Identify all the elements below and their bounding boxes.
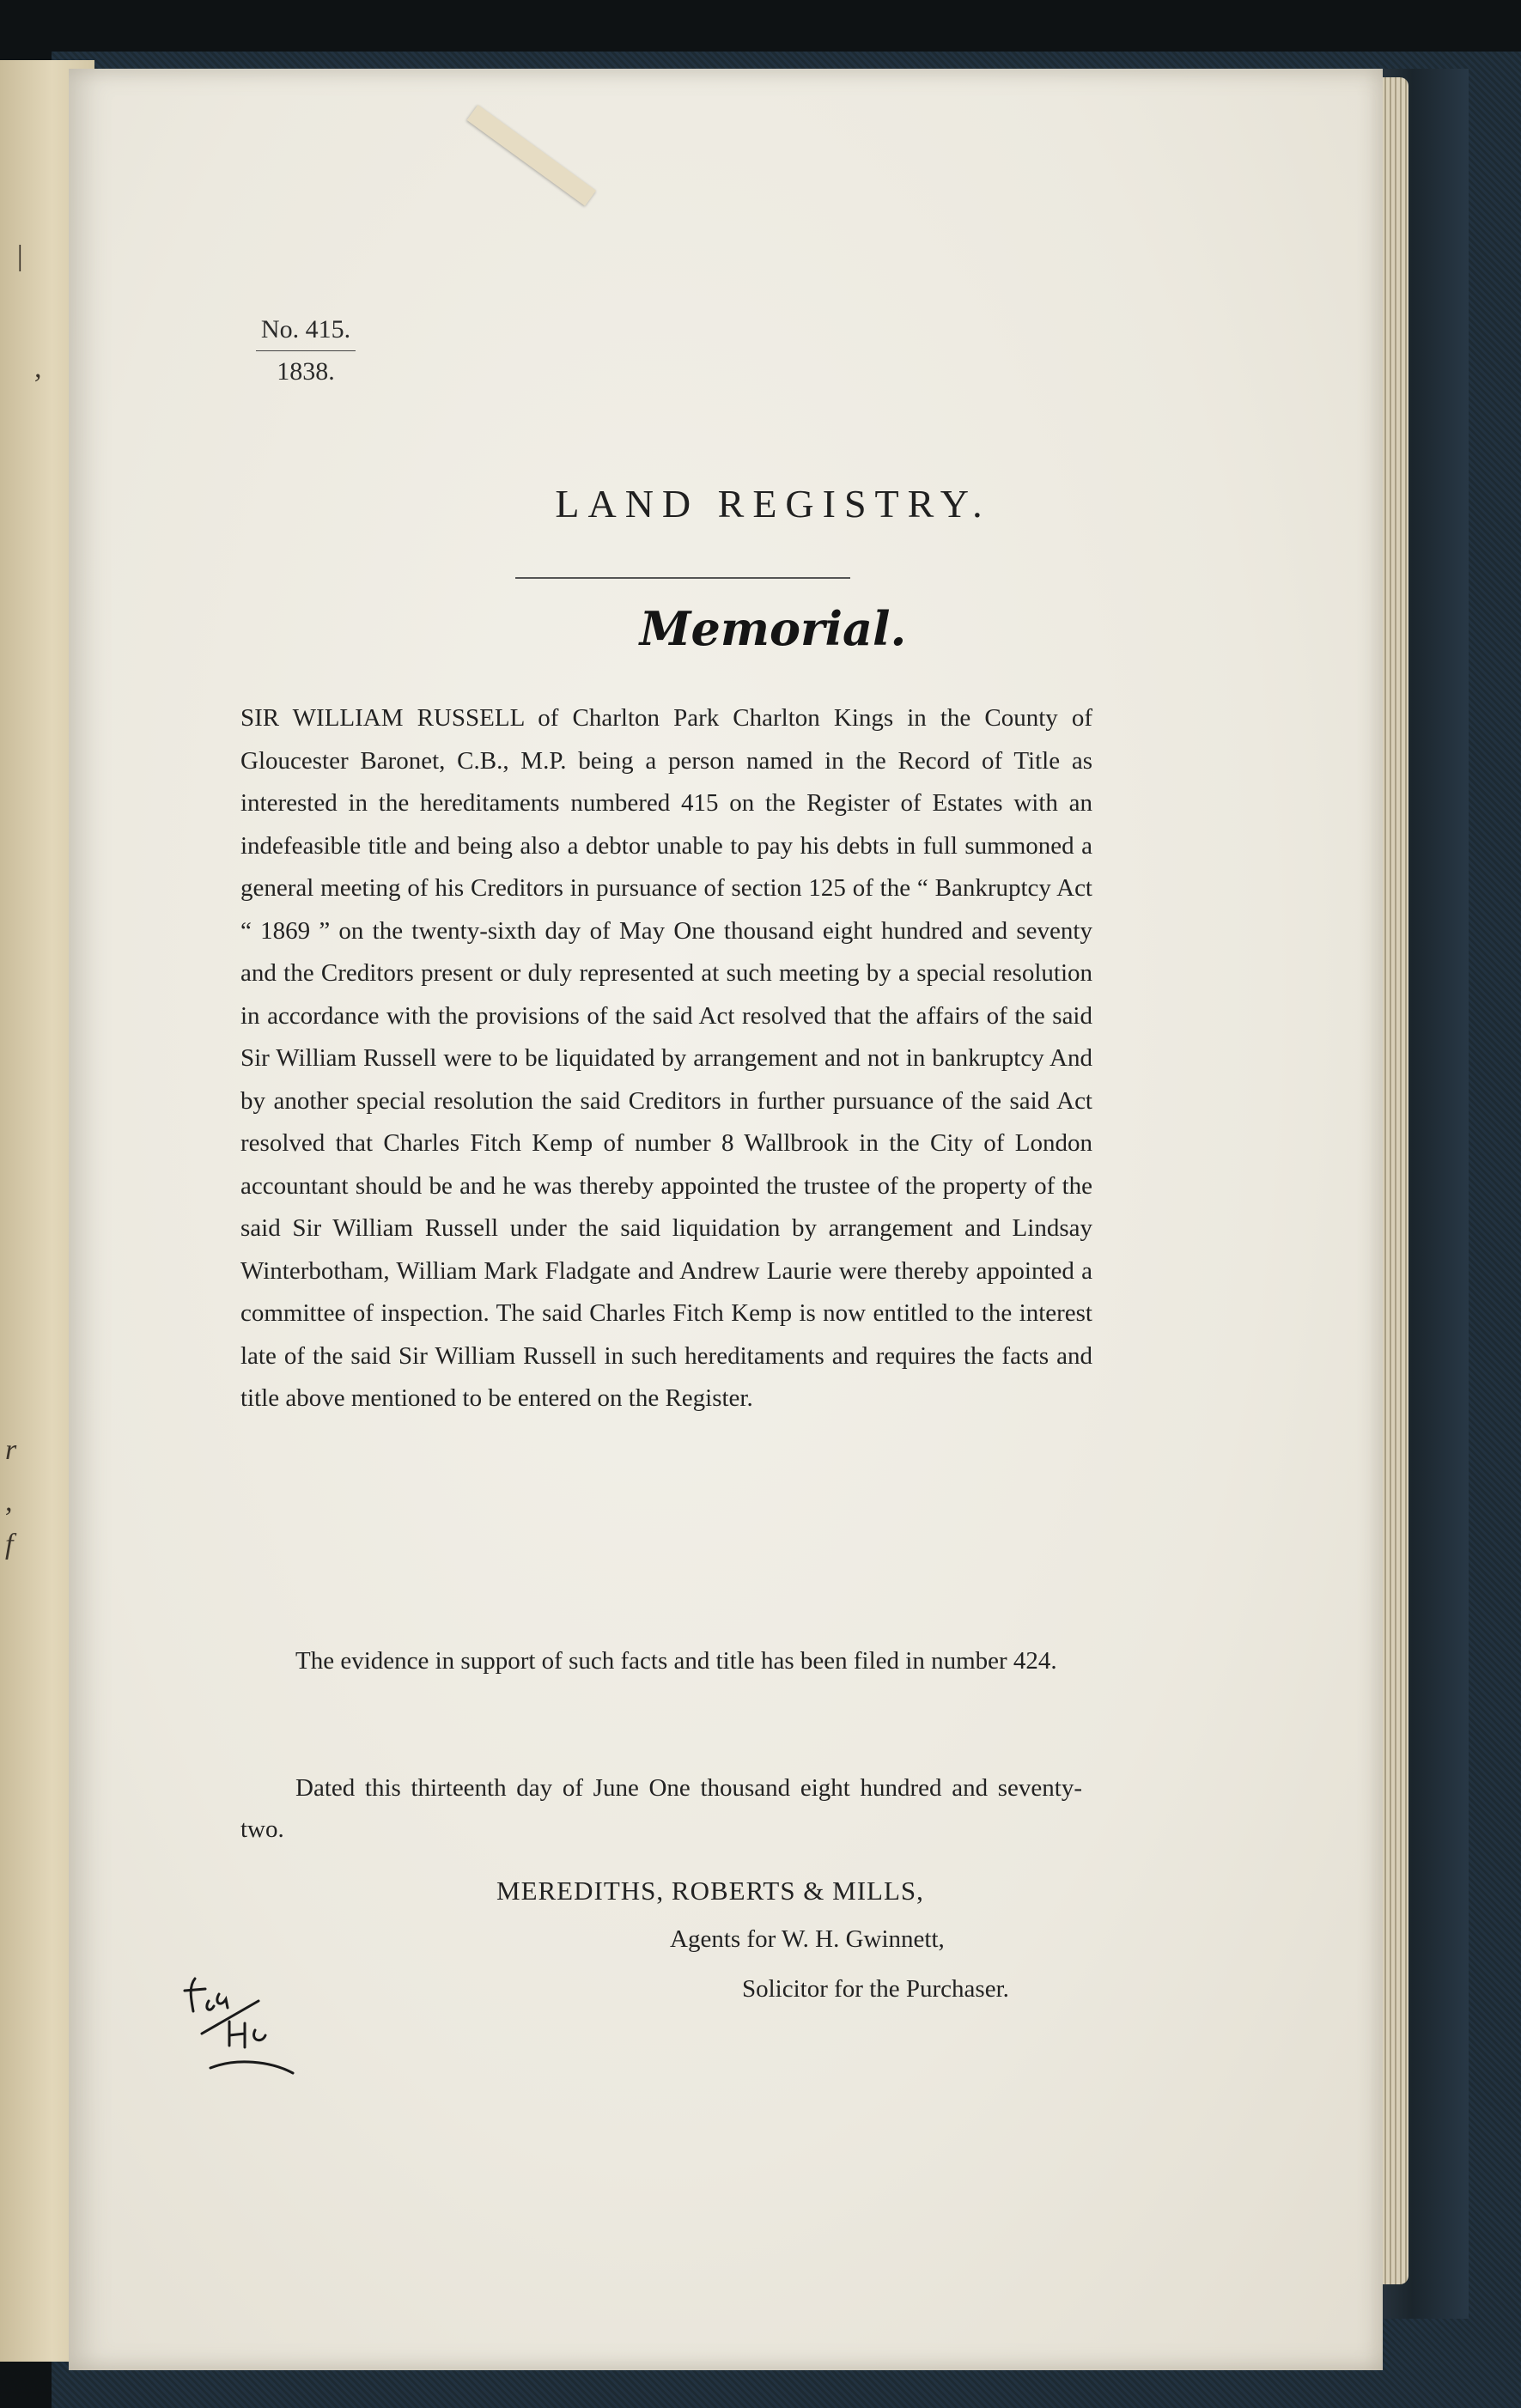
memorial-body: SIR WILLIAM RUSSELL of Charlton Park Charlton Kings in the County of Gloucester Baronet, C.B., M.P. being a person named in the Record of Title as interested in the hereditaments numbered 415 on the Register of Estates with an indefeasible title and being also a debtor unable to pay his debts in full summoned a general meeting of his Creditors in pursuance of section 125 of the “ Bankruptcy Act “ 1869 ” on the twenty-sixth day of May One thousand eight hundred and seventy and the Creditors present or duly represented at such meeting by a special resolution in accordance with the provisions of the said Act resolved that the affairs of the said Sir William Russell were to be liquidated by arrangement and not in bankruptcy And by another special resolution the said Creditors in further pursuance of the said Act resolved that Charles Fitch Kemp of number 8 Wallbrook in the City of London accountant should be and he was thereby appointed the trustee of the property of the said Sir William Russell under the said liquidation by arrangement and Lindsay Winterbotham, William Mark Fladgate and Andrew Laurie were thereby appointed a committee of inspection. The said Charles Fitch Kemp is now entitled to the interest late of the said Sir William Russell in such hereditaments and requires the facts and title above mentioned to be entered on the Register.	[240, 704, 1092, 1412]
reference-year: 1838.	[277, 357, 335, 386]
signature-firm: MEREDITHS, ROBERTS & MILLS,	[496, 1876, 924, 1906]
title-divider	[515, 577, 850, 579]
memorial-heading: Memorial.	[639, 601, 907, 656]
margin-mark: |	[15, 240, 24, 272]
page-title: LAND REGISTRY.	[555, 482, 991, 526]
reference-number: No. 415.	[260, 315, 351, 344]
margin-mark: r	[5, 1434, 17, 1466]
reference-block	[254, 309, 357, 392]
signature-solicitor: Solicitor for the Purchaser.	[742, 1975, 1009, 2003]
dated-paragraph: Dated this thirteenth day of June One thousand eight hundred and seventy-two.	[240, 1774, 1082, 1843]
margin-mark: ,	[5, 1486, 13, 1517]
margin-mark: f	[5, 1529, 14, 1560]
margin-mark: ,	[34, 352, 42, 384]
evidence-paragraph: The evidence in support of such facts and title has been filed in number 424.	[295, 1647, 1057, 1675]
paper-tab	[467, 105, 596, 206]
handwritten-initials	[176, 1967, 305, 2087]
signature-agents: Agents for W. H. Gwinnett,	[670, 1925, 945, 1953]
